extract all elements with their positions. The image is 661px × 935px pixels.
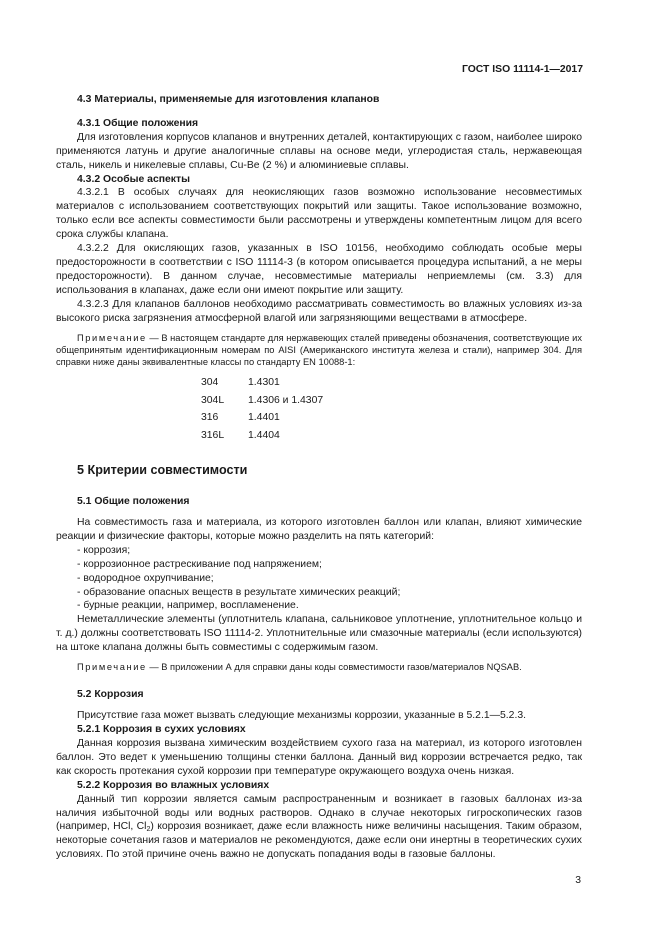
- aisi-grade: 316L: [201, 429, 225, 441]
- page-content: [56, 93, 582, 862]
- section-5-2-1-title: 5.2.1 Коррозия в сухих условиях: [77, 724, 246, 736]
- section-5-title: 5 Критерии совместимости: [77, 463, 248, 478]
- table-row: [201, 429, 323, 447]
- paragraph-4-3-2-3: 4.3.2.3 Для клапанов баллонов необходимо рассматривать совместимость во влажных условиях из-за высокого риска загрязнения атмосферной влагой или загрязняющими веществами в атмосфере.: [56, 298, 582, 324]
- paragraph-4-3-2-2: 4.3.2.2 Для окисляющих газов, указанных в ISO 10156, необходимо соблюдать особые меры предосторожности в соответствии с ISO 11114-3 (в котором описывается процедура испытаний, а не меры предосторожности). В данном случае, несовместимые материалы неприемлемы (см. 3.3) для использования в клапанах, даже если они имеют покрытие или защиту.: [56, 243, 582, 296]
- en-grade: 1.4401: [248, 412, 280, 424]
- section-5-2-2-paragraph: [56, 793, 582, 863]
- note-label: Примечание: [77, 662, 147, 673]
- list-item: - водородное охрупчивание;: [77, 572, 214, 584]
- subscript-2: 2: [146, 826, 151, 834]
- section-5-2-title: 5.2 Коррозия: [77, 689, 144, 701]
- en-grade: 1.4306 и 1.4307: [248, 394, 324, 406]
- note-nqsab: [56, 661, 582, 673]
- document-code-header: ГОСТ ISO 11114-1—2017: [461, 64, 583, 75]
- en-grade: 1.4301: [248, 377, 280, 389]
- aisi-grade: 304L: [201, 394, 225, 406]
- section-4-3-1-paragraph: Для изготовления корпусов клапанов и внутренних деталей, контактирующих с газом, наиболее широко применяются латунь и другие аналогичные сплавы на основе меди, углеродистая сталь, нержавеющая сталь, никель и никелевые сплавы, Cu-Be (2 %) и алюминиевые сплавы.: [56, 131, 582, 171]
- section-5-1-paragraph-2: Неметаллические элементы (уплотнитель клапана, сальниковое уплотнение, уплотнительное кольцо и т. д.) должны соответствовать ISO 11114-2. Уплотнительные или смазочные материалы (если используются) на штоке клапана должны быть совместимы с содержимым газом.: [56, 614, 582, 654]
- aisi-grade: 316: [201, 412, 219, 424]
- en-grade: 1.4404: [248, 429, 280, 441]
- section-5-2-1-paragraph: Данная коррозия вызвана химическим воздействием сухого газа на материал, из которого изготовлен баллон. Это ведет к уменьшению толщины стенки баллона. Данный вид коррозии встречается редко, так как скорость протекания сухой коррозии при температуре окружающего воздуха очень низкая.: [56, 738, 582, 777]
- section-4-3-2-title: 4.3.2 Особые аспекты: [77, 173, 190, 185]
- note-steel-grades: [56, 332, 582, 369]
- steel-equivalence-table: [201, 376, 323, 446]
- note-text: — В приложении А для справки даны коды совместимости газов/материалов NQSAB.: [146, 662, 522, 673]
- page-number: 3: [575, 875, 581, 886]
- paragraph-text-part-1: Данный тип коррозии является самым распространенным и возникает в газовых баллонах из-за наличия избыточной воды или водных растворов. Однако в случае некоторых гигроскопических газов (например, HCl, Cl: [56, 793, 582, 833]
- list-item: - бурные реакции, например, воспламенение.: [77, 600, 299, 612]
- list-item: - коррозионное растрескивание под напряжением;: [77, 558, 322, 570]
- section-4-3-1-title: 4.3.1 Общие положения: [77, 117, 199, 129]
- table-row: [201, 376, 323, 394]
- section-4-3-title: 4.3 Материалы, применяемые для изготовления клапанов: [77, 94, 380, 105]
- section-5-2-2-title: 5.2.2 Коррозия во влажных условиях: [77, 779, 270, 791]
- paragraph-4-3-2-1: 4.3.2.1 В особых случаях для неокисляющих газов возможно использование несовместимых материалов с использованием соответствующих покрытий или защиты. Такое использование возможно, только если все аспекты совместимости были рассмотрены и утверждены компетентным лицом для всего срока службы клапана.: [56, 187, 582, 241]
- paragraph-text-part-2: ) коррозия возникает, даже если влажность ниже величины насыщения. Таким образом, некоторые сочетания газов и материалов не рекомендуются, даже если они инертны в теоретических сухих условиях. По этой причине очень важно не допускать попадания воды в газовые баллоны.: [56, 821, 582, 861]
- aisi-grade: 304: [201, 377, 219, 389]
- note-label: Примечание: [77, 332, 147, 343]
- list-item: - образование опасных веществ в результате химических реакций;: [77, 586, 401, 598]
- section-5-1-paragraph: На совместимость газа и материала, из которого изготовлен баллон или клапан, влияют химические реакции и физические факторы, которые можно разделить на пять категорий:: [56, 517, 582, 542]
- list-item: - коррозия;: [77, 544, 131, 556]
- table-row: [201, 394, 323, 412]
- section-5-2-paragraph: Присутствие газа может вызвать следующие механизмы коррозии, указанные в 5.2.1—5.2.3.: [77, 710, 527, 722]
- table-row: [201, 411, 323, 429]
- section-5-1-title: 5.1 Общие положения: [77, 496, 190, 508]
- note-text: — В настоящем стандарте для нержавеющих сталей приведены обозначения, соответствующие их общепринятым идентификационным номерам по AISI (Американского института железа и стали), например 304. Для справки ниже даны эквивалентные классы по стандарту EN 10088-1:: [56, 332, 582, 367]
